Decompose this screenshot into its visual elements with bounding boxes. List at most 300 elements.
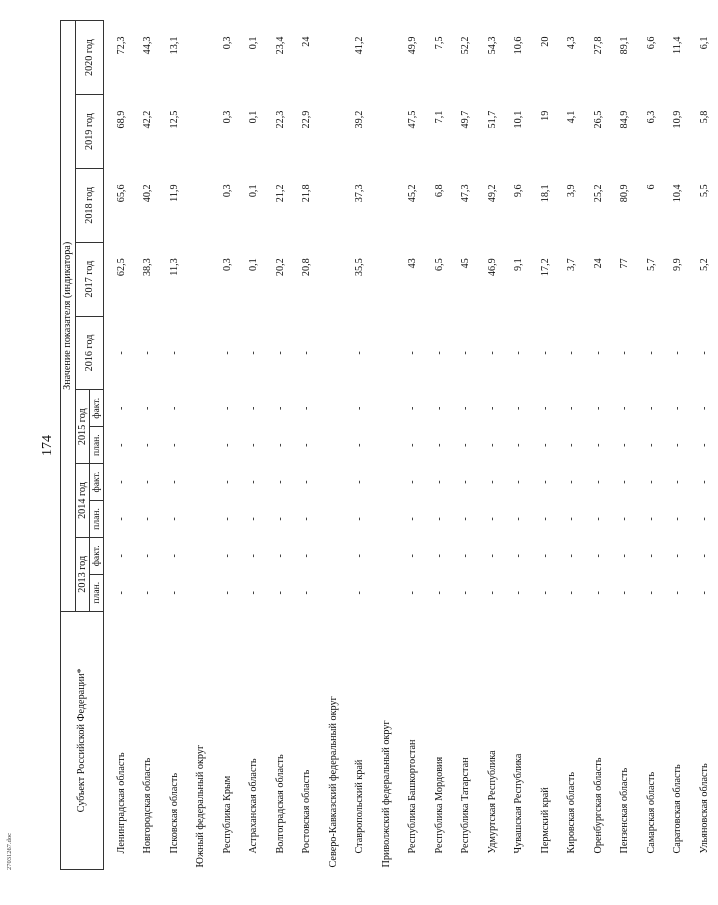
value-cell-d15f: -	[486, 406, 498, 410]
value-cell-d14p: -	[513, 517, 525, 521]
header-2015: 2015 год	[75, 390, 90, 464]
region-name-cell: Республика Крым	[221, 775, 233, 854]
value-cell-d14p: -	[486, 517, 498, 521]
value-cell-d14p: -	[142, 517, 154, 521]
header-2014: 2014 год	[75, 464, 90, 538]
value-cell-d14f: -	[672, 480, 684, 484]
value-cell-y18: 45,2	[407, 184, 419, 203]
value-cell-d16: -	[486, 351, 498, 355]
region-name-cell: Республика Мордовия	[433, 756, 445, 854]
rotated-table-container	[60, 10, 710, 880]
value-cell-d15f: -	[539, 406, 551, 410]
value-cell-y20	[320, 21, 347, 95]
value-cell-y20: 24	[301, 36, 313, 47]
value-cell-d14f: -	[142, 480, 154, 484]
region-name-cell: Астраханская область	[248, 758, 260, 854]
region-name-cell: Чувашская Республика	[513, 753, 525, 854]
header-2013: 2013 год	[75, 537, 90, 611]
value-cell-y19: 68,9	[115, 110, 127, 129]
value-cell-d16: -	[619, 351, 631, 355]
value-cell-d16: -	[142, 351, 154, 355]
value-cell-d14f: -	[592, 480, 604, 484]
value-cell-d13p: -	[513, 591, 525, 595]
value-cell-y17: 17,2	[539, 258, 551, 277]
value-cell-d14p: -	[619, 517, 631, 521]
value-cell-d16: -	[460, 351, 472, 355]
value-cell-d13f: -	[221, 554, 233, 558]
value-cell-y18: 5,5	[698, 184, 710, 198]
value-cell-y18: 11,9	[168, 184, 180, 202]
value-cell-d13f: -	[142, 554, 154, 558]
value-cell-d13p: -	[301, 591, 313, 595]
region-name-cell: Ульяновская область	[698, 763, 710, 854]
value-cell-y18: 0,1	[248, 184, 260, 198]
value-cell-d14p: -	[301, 517, 313, 521]
value-cell-y18	[373, 168, 400, 242]
value-cell-d16: -	[592, 351, 604, 355]
value-cell-y17: 45	[460, 258, 472, 269]
value-cell-y18: 65,6	[115, 184, 127, 203]
value-cell-d13p: -	[645, 591, 657, 595]
value-cell-d15p: -	[221, 443, 233, 447]
value-cell-d13f: -	[274, 554, 286, 558]
value-cell-y17: 77	[619, 258, 631, 269]
value-cell-d16: -	[301, 351, 313, 355]
header-2020: 2020 год	[75, 21, 104, 95]
value-cell-d15p	[188, 427, 215, 464]
table-row	[506, 21, 533, 870]
value-cell-d15p: -	[248, 443, 260, 447]
value-cell-d14f: -	[698, 480, 710, 484]
value-cell-d13p: -	[142, 591, 154, 595]
value-cell-d14f	[373, 464, 400, 501]
value-cell-y17: 43	[407, 258, 419, 269]
value-cell-d15f	[373, 390, 400, 427]
header-2015-plan: план.	[90, 427, 104, 464]
value-cell-y20: 0,3	[221, 36, 233, 50]
value-cell-y17: 20,2	[274, 258, 286, 277]
value-cell-d15f: -	[142, 406, 154, 410]
value-cell-y18	[188, 168, 215, 242]
value-cell-y18: 6	[645, 184, 657, 190]
table-row	[665, 21, 692, 870]
value-cell-y17	[373, 242, 400, 316]
value-cell-d15p: -	[539, 443, 551, 447]
table-row	[612, 21, 639, 870]
value-cell-y18: 25,2	[592, 184, 604, 203]
value-cell-d15p: -	[566, 443, 578, 447]
value-cell-d13f: -	[168, 554, 180, 558]
value-cell-d15f: -	[433, 406, 445, 410]
value-cell-d16: -	[513, 351, 525, 355]
region-name-cell: Ставропольский край	[354, 759, 366, 854]
header-2013-plan: план.	[90, 574, 104, 611]
table-header	[61, 21, 104, 870]
value-cell-d14p	[188, 501, 215, 538]
value-cell-y20: 6,1	[698, 36, 710, 50]
value-cell-y19: 51,7	[486, 110, 498, 129]
table-row	[294, 21, 321, 870]
value-cell-y17: 62,5	[115, 258, 127, 277]
region-name-cell: Республика Башкортостан	[407, 739, 419, 854]
value-cell-d13f	[320, 537, 347, 574]
table-row	[161, 21, 188, 870]
value-cell-y20: 0,1	[248, 36, 260, 50]
value-cell-d14p: -	[407, 517, 419, 521]
value-cell-d14p	[320, 501, 347, 538]
value-cell-d15p: -	[168, 443, 180, 447]
value-cell-y19: 12,5	[168, 110, 180, 129]
region-name-cell: Новгородская область	[142, 757, 154, 854]
region-name-cell: Пензенская область	[619, 767, 631, 854]
value-cell-y17: 35,5	[354, 258, 366, 277]
value-cell-d15f: -	[460, 406, 472, 410]
value-cell-d15p: -	[274, 443, 286, 447]
header-2019: 2019 год	[75, 95, 104, 169]
value-cell-d13f: -	[301, 554, 313, 558]
value-cell-d14f: -	[539, 480, 551, 484]
value-cell-y18: 47,3	[460, 184, 472, 203]
value-cell-y19: 4,1	[566, 110, 578, 124]
value-cell-y19: 39,2	[354, 110, 366, 129]
value-cell-y17: 46,9	[486, 258, 498, 277]
value-cell-d15f: -	[115, 406, 127, 410]
header-2014-fact: факт.	[90, 464, 104, 501]
value-cell-y19: 84,9	[619, 110, 631, 129]
value-cell-d13f: -	[433, 554, 445, 558]
value-cell-y20: 89,1	[619, 36, 631, 55]
value-cell-d14p: -	[566, 517, 578, 521]
value-cell-y19: 0,1	[248, 110, 260, 124]
value-cell-d15f: -	[407, 406, 419, 410]
table-row	[347, 21, 374, 870]
header-subject: Субъект Российской Федерации*	[61, 611, 104, 869]
value-cell-d13p: -	[354, 591, 366, 595]
value-cell-d15p: -	[513, 443, 525, 447]
value-cell-y18: 37,3	[354, 184, 366, 203]
value-cell-d14p: -	[354, 517, 366, 521]
value-cell-y20	[188, 21, 215, 95]
value-cell-d15f: -	[301, 406, 313, 410]
value-cell-y19: 47,5	[407, 110, 419, 129]
value-cell-d15f: -	[513, 406, 525, 410]
value-cell-y18: 40,2	[142, 184, 154, 203]
value-cell-y20: 4,3	[566, 36, 578, 50]
value-cell-y19: 6,3	[645, 110, 657, 124]
value-cell-d15f: -	[274, 406, 286, 410]
table-row	[453, 21, 480, 870]
value-cell-d16: -	[248, 351, 260, 355]
value-cell-y18	[320, 168, 347, 242]
value-cell-y19: 42,2	[142, 110, 154, 129]
table-row	[267, 21, 294, 870]
value-cell-d14p: -	[168, 517, 180, 521]
value-cell-d15f: -	[566, 406, 578, 410]
value-cell-y19: 0,3	[221, 110, 233, 124]
value-cell-d13p: -	[566, 591, 578, 595]
region-name-cell: Удмуртская Республика	[486, 750, 498, 854]
value-cell-y17: 0,3	[221, 258, 233, 271]
value-cell-d13f: -	[248, 554, 260, 558]
value-cell-y20: 52,2	[460, 36, 472, 55]
value-cell-d15p: -	[115, 443, 127, 447]
value-cell-d14f: -	[486, 480, 498, 484]
value-cell-d13f: -	[645, 554, 657, 558]
value-cell-d15p	[320, 427, 347, 464]
value-cell-d13p: -	[274, 591, 286, 595]
value-cell-y20: 6,6	[645, 36, 657, 50]
value-cell-d15p: -	[645, 443, 657, 447]
value-cell-d13f: -	[513, 554, 525, 558]
table-row	[638, 21, 665, 870]
value-cell-d15p: -	[619, 443, 631, 447]
value-cell-d14p: -	[672, 517, 684, 521]
header-2016: 2016 год	[75, 316, 104, 390]
value-cell-y18: 9,6	[513, 184, 525, 198]
value-cell-y19: 10,1	[513, 110, 525, 129]
value-cell-d16: -	[274, 351, 286, 355]
value-cell-y17: 24	[592, 258, 604, 269]
value-cell-d15f: -	[645, 406, 657, 410]
value-cell-d14f: -	[301, 480, 313, 484]
value-cell-y20: 10,6	[513, 36, 525, 55]
value-cell-d16: -	[354, 351, 366, 355]
value-cell-y19: 22,3	[274, 110, 286, 129]
region-name-cell: Псковская область	[168, 773, 180, 854]
value-cell-d15f: -	[592, 406, 604, 410]
table-row	[532, 21, 559, 870]
value-cell-y20: 13,1	[168, 36, 180, 55]
value-cell-d13p	[320, 574, 347, 611]
table-row	[104, 21, 135, 870]
value-cell-y20: 20	[539, 36, 551, 47]
value-cell-y17: 11,3	[168, 258, 180, 276]
value-cell-d13p: -	[115, 591, 127, 595]
value-cell-d13f: -	[486, 554, 498, 558]
value-cell-d15p: -	[354, 443, 366, 447]
value-cell-d16: -	[645, 351, 657, 355]
value-cell-d16	[188, 316, 215, 390]
value-cell-d13p: -	[248, 591, 260, 595]
header-2017: 2017 год	[75, 242, 104, 316]
value-cell-d16: -	[672, 351, 684, 355]
value-cell-d14f: -	[248, 480, 260, 484]
table-row	[135, 21, 162, 870]
value-cell-d14f: -	[407, 480, 419, 484]
value-cell-d14f: -	[460, 480, 472, 484]
value-cell-y20: 41,2	[354, 36, 366, 55]
value-cell-d16: -	[407, 351, 419, 355]
value-cell-d16: -	[539, 351, 551, 355]
value-cell-d13f	[188, 537, 215, 574]
table-row	[479, 21, 506, 870]
table-row	[559, 21, 586, 870]
value-cell-d16	[373, 316, 400, 390]
value-cell-d14f: -	[115, 480, 127, 484]
value-cell-y17: 5,7	[645, 258, 657, 271]
value-cell-d15p	[373, 427, 400, 464]
value-cell-y18: 0,3	[221, 184, 233, 198]
value-cell-d14f	[188, 464, 215, 501]
value-cell-d13f: -	[619, 554, 631, 558]
value-cell-d13p: -	[698, 591, 710, 595]
value-cell-d16: -	[168, 351, 180, 355]
value-cell-d14f: -	[168, 480, 180, 484]
value-cell-d14p	[373, 501, 400, 538]
region-name-cell: Ленинградская область	[115, 752, 127, 854]
district-name-cell: Южный федеральный округ	[195, 744, 207, 868]
value-cell-y19: 49,7	[460, 110, 472, 129]
value-cell-d13f: -	[354, 554, 366, 558]
value-cell-d15p: -	[407, 443, 419, 447]
header-2018: 2018 год	[75, 168, 104, 242]
value-cell-d15p: -	[698, 443, 710, 447]
value-cell-d14p: -	[592, 517, 604, 521]
table-row	[400, 21, 427, 870]
value-cell-d13p: -	[592, 591, 604, 595]
value-cell-y20: 11,4	[672, 36, 684, 54]
value-cell-d16: -	[566, 351, 578, 355]
value-cell-d13f: -	[698, 554, 710, 558]
value-cell-d15f: -	[354, 406, 366, 410]
value-cell-d13p	[373, 574, 400, 611]
value-cell-y17: 20,8	[301, 258, 313, 277]
value-cell-y18: 49,2	[486, 184, 498, 203]
value-cell-d14f: -	[566, 480, 578, 484]
value-cell-d14f: -	[221, 480, 233, 484]
value-cell-d15p: -	[460, 443, 472, 447]
value-cell-y18: 80,9	[619, 184, 631, 203]
table-row	[188, 21, 215, 870]
value-cell-d13f: -	[672, 554, 684, 558]
value-cell-y19: 26,5	[592, 110, 604, 129]
value-cell-y20	[373, 21, 400, 95]
value-cell-y18: 10,4	[672, 184, 684, 203]
header-2015-fact: факт.	[90, 390, 104, 427]
value-cell-y18: 18,1	[539, 184, 551, 203]
value-cell-d14f: -	[645, 480, 657, 484]
value-cell-d16: -	[433, 351, 445, 355]
value-cell-y18: 3,9	[566, 184, 578, 198]
value-cell-d15f: -	[221, 406, 233, 410]
value-cell-y17: 38,3	[142, 258, 154, 277]
district-name-cell: Северо-Кавказский федеральный округ	[327, 696, 339, 868]
region-name-cell: Пермский край	[539, 787, 551, 854]
region-name-cell: Самарская область	[645, 771, 657, 854]
table-row	[214, 21, 241, 870]
value-cell-d15f: -	[698, 406, 710, 410]
value-cell-d13f: -	[592, 554, 604, 558]
value-cell-y17: 0,1	[248, 258, 260, 271]
value-cell-d16: -	[221, 351, 233, 355]
value-cell-y20: 49,9	[407, 36, 419, 55]
table-row	[320, 21, 347, 870]
table-body	[104, 21, 718, 870]
value-cell-d13p: -	[460, 591, 472, 595]
value-cell-d13p: -	[539, 591, 551, 595]
value-cell-d15f: -	[672, 406, 684, 410]
value-cell-d15f: -	[248, 406, 260, 410]
value-cell-y20: 44,3	[142, 36, 154, 55]
value-cell-y19: 22,9	[301, 110, 313, 129]
value-cell-y18: 21,8	[301, 184, 313, 203]
value-cell-y19: 19	[539, 110, 551, 121]
value-cell-d14p: -	[460, 517, 472, 521]
district-name-cell: Приволжский федеральный округ	[380, 720, 392, 868]
region-name-cell: Оренбургская область	[592, 757, 604, 854]
value-cell-y20: 23,4	[274, 36, 286, 55]
value-cell-d14p: -	[645, 517, 657, 521]
value-cell-d15p: -	[142, 443, 154, 447]
value-cell-d15f: -	[168, 406, 180, 410]
header-2014-plan: план.	[90, 501, 104, 538]
value-cell-y19	[188, 95, 215, 169]
value-cell-d13p: -	[168, 591, 180, 595]
value-cell-d15p: -	[486, 443, 498, 447]
value-cell-d14p: -	[248, 517, 260, 521]
document-code: 27031267.doc	[6, 832, 13, 870]
value-cell-d13f: -	[539, 554, 551, 558]
value-cell-d15p: -	[433, 443, 445, 447]
value-cell-d15p: -	[301, 443, 313, 447]
value-cell-y17	[320, 242, 347, 316]
value-cell-d13p: -	[619, 591, 631, 595]
table-row	[426, 21, 453, 870]
value-cell-y19: 10,9	[672, 110, 684, 129]
value-cell-d16	[320, 316, 347, 390]
value-cell-d15f	[188, 390, 215, 427]
value-cell-y17: 6,5	[433, 258, 445, 271]
value-cell-y19	[373, 95, 400, 169]
value-cell-d14f: -	[274, 480, 286, 484]
value-cell-d13p	[188, 574, 215, 611]
value-cell-d14p: -	[115, 517, 127, 521]
value-cell-y20: 7,5	[433, 36, 445, 50]
value-cell-d13p: -	[221, 591, 233, 595]
value-cell-d14f: -	[433, 480, 445, 484]
value-cell-y17: 9,9	[672, 258, 684, 271]
region-name-cell: Саратовская область	[672, 764, 684, 854]
value-cell-d13p: -	[433, 591, 445, 595]
value-cell-d13p: -	[407, 591, 419, 595]
value-cell-d14p: -	[433, 517, 445, 521]
table-row	[691, 21, 718, 870]
value-cell-d13f	[373, 537, 400, 574]
value-cell-y19	[320, 95, 347, 169]
value-cell-d15f	[320, 390, 347, 427]
value-cell-d13p: -	[672, 591, 684, 595]
value-cell-d14f: -	[354, 480, 366, 484]
value-cell-d14p: -	[539, 517, 551, 521]
value-cell-y17: 9,1	[513, 258, 525, 271]
value-cell-y20: 72,3	[115, 36, 127, 55]
value-cell-d15p: -	[592, 443, 604, 447]
region-name-cell: Кировская область	[566, 771, 578, 854]
header-indicator: Значение показателя (индикатора)	[61, 21, 76, 612]
value-cell-d13f: -	[566, 554, 578, 558]
table-row	[373, 21, 400, 870]
value-cell-y17	[188, 242, 215, 316]
value-cell-d15f: -	[619, 406, 631, 410]
table-row	[241, 21, 268, 870]
table-row	[585, 21, 612, 870]
value-cell-d14p: -	[698, 517, 710, 521]
value-cell-d14f: -	[619, 480, 631, 484]
value-cell-d14f	[320, 464, 347, 501]
value-cell-d13f: -	[115, 554, 127, 558]
page-number: 174	[40, 435, 55, 456]
region-name-cell: Волгоградская область	[274, 754, 286, 854]
